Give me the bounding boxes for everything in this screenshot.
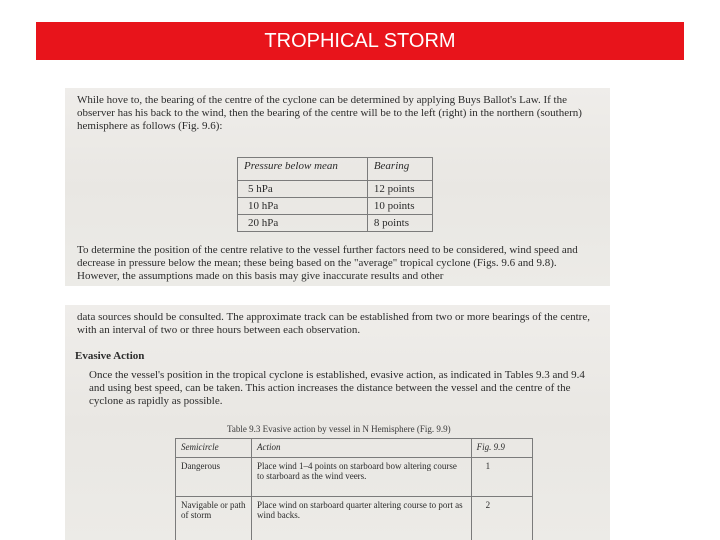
header-semicircle: Semicircle (176, 439, 252, 458)
header-bearing: Bearing (367, 158, 432, 181)
pressure-cell: 10 hPa (238, 198, 368, 215)
scanned-page-top (65, 88, 610, 286)
action-cell: Place wind 1–4 points on starboard bow altering course to starboard as the wind veers. (251, 458, 471, 497)
fig-cell: 2 (471, 497, 532, 540)
header-pressure: Pressure below mean (238, 158, 368, 181)
table-caption: Table 9.3 Evasive action by vessel in N Hemisphere (Fig. 9.9) (227, 424, 451, 434)
bearing-table (237, 157, 433, 232)
table-header-row (176, 439, 533, 458)
semicircle-cell: Dangerous (176, 458, 252, 497)
fig-cell: 1 (471, 458, 532, 497)
header-fig: Fig. 9.9 (471, 439, 532, 458)
bearing-cell: 8 points (367, 215, 432, 232)
scanned-page-bottom (65, 305, 610, 540)
semicircle-cell: Navigable or path of storm (176, 497, 252, 540)
bearing-cell: 12 points (367, 181, 432, 198)
evasive-action-heading: Evasive Action (75, 350, 145, 362)
table-row (176, 497, 533, 540)
table-row (176, 458, 533, 497)
pressure-cell: 20 hPa (238, 215, 368, 232)
bearing-cell: 10 points (367, 198, 432, 215)
table-row (238, 198, 433, 215)
evasive-paragraph: Once the vessel's position in the tropical cyclone is established, evasive action, as indicated in Tables 9.3 and 9.4 and using best speed, can be taken. This action increases the distance between the vessel and the centre of the cyclone as rapidly as possible. (89, 369, 585, 407)
table-row (238, 215, 433, 232)
position-paragraph: To determine the position of the centre relative to the vessel further factors need to be considered, wind speed and decrease in pressure below the mean; these being based on the "average" tropical cyclone (Figs. 9.6 and 9.8). However, the assumptions made on this basis may give inaccurate results and other (77, 244, 578, 282)
intro-paragraph: While hove to, the bearing of the centre of the cyclone can be determined by applying Buys Ballot's Law. If the observer has his back to the wind, then the bearing of the centre will be to the left (right) in the northern (southern) hemisphere as follows (Fig. 9.6): (77, 94, 582, 132)
slide-title: TROPHICAL STORM (36, 22, 684, 60)
table-row (238, 181, 433, 198)
evasive-action-table (175, 438, 533, 540)
action-cell: Place wind on starboard quarter altering course to port as wind backs. (251, 497, 471, 540)
sources-paragraph: data sources should be consulted. The approximate track can be established from two or more bearings of the centre, with an interval of two or three hours between each observation. (77, 311, 590, 336)
pressure-cell: 5 hPa (238, 181, 368, 198)
header-action: Action (251, 439, 471, 458)
table-header-row (238, 158, 433, 181)
